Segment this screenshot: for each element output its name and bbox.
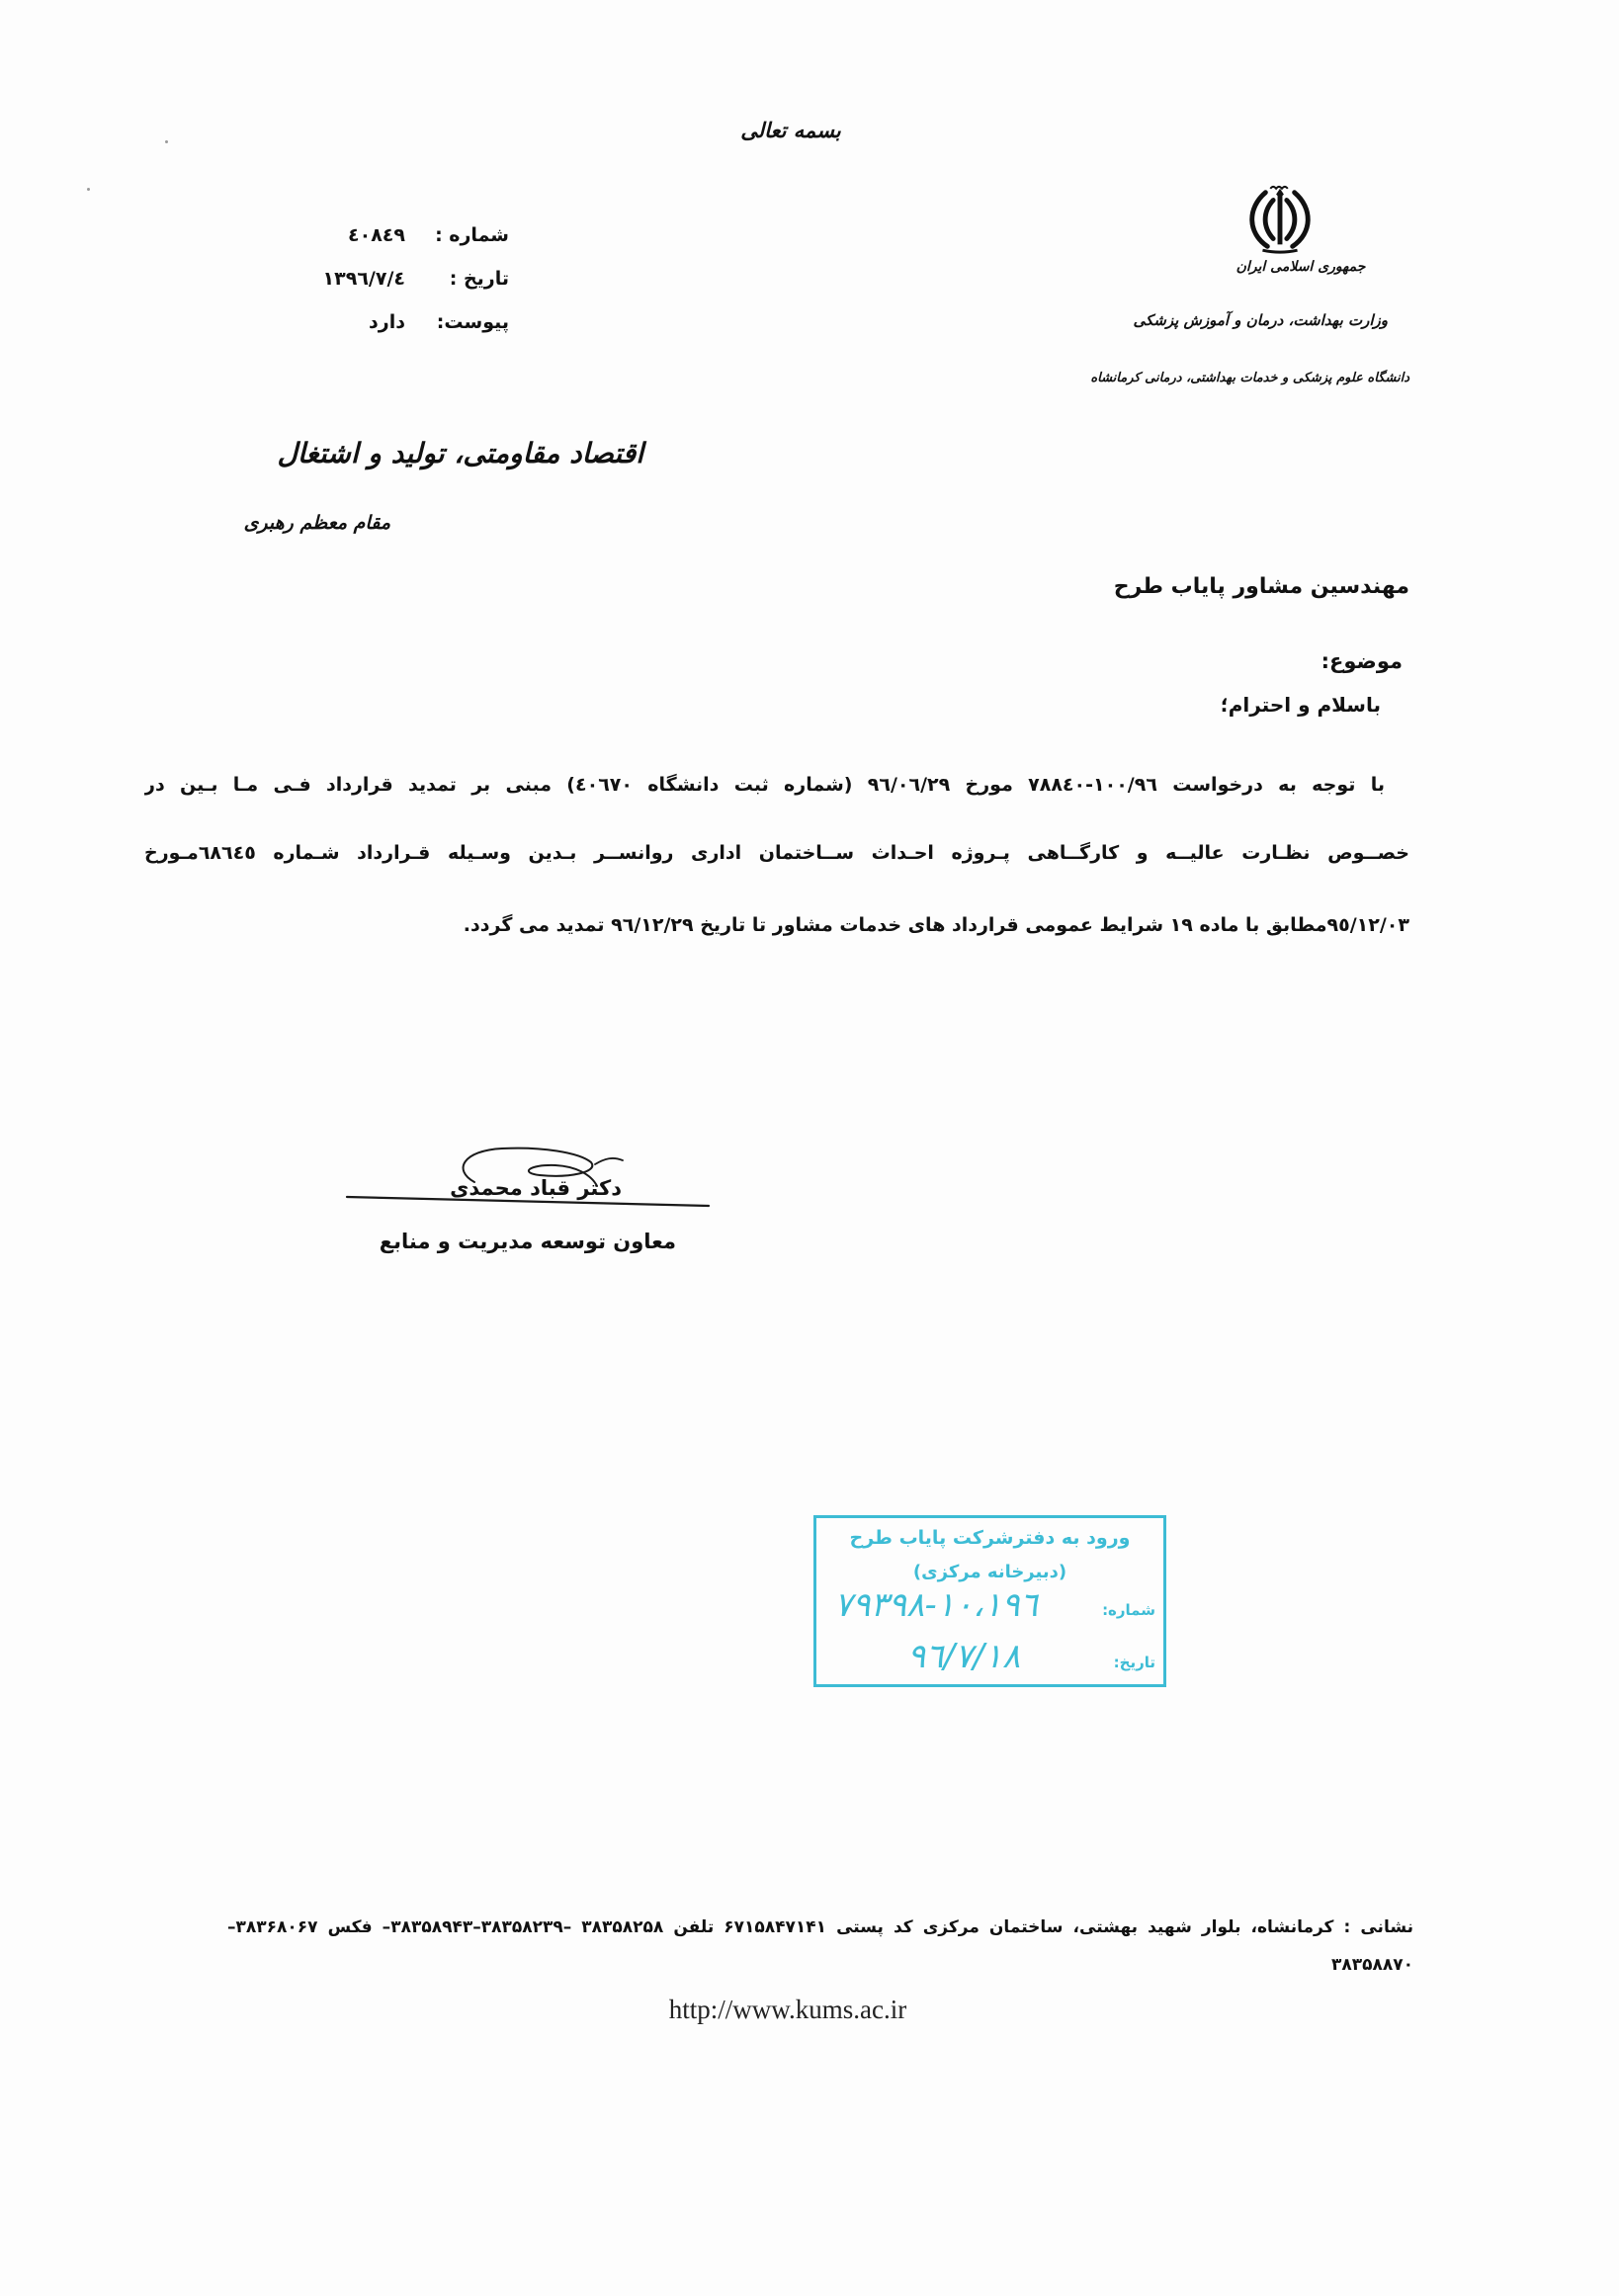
footer-website: http://www.kums.ac.ir <box>668 1995 907 2024</box>
slogan: اقتصاد مقاومتی، تولید و اشتغال <box>277 437 643 469</box>
footer-address-line-2: ۳۸۳۵۸۸۷۰ <box>1330 1955 1413 1975</box>
date-label: تاریخ : <box>449 268 509 290</box>
subject-label: موضوع: <box>1321 649 1403 673</box>
signatory-name: دکتر قباد محمدی <box>450 1176 622 1200</box>
iran-emblem-icon <box>1241 184 1319 255</box>
receipt-stamp <box>813 1515 1166 1687</box>
stamp-date-label: تاریخ: <box>1113 1654 1155 1671</box>
stamp-date-handwritten: ٩٦/٧/١٨ <box>907 1637 1021 1676</box>
signatory-title: معاون توسعه مدیریت و منابع <box>379 1230 676 1253</box>
scan-speck <box>165 140 168 143</box>
bismillah-heading: بسمه تعالی <box>740 119 841 142</box>
slogan-author: مقام معظم رهبری <box>243 512 390 534</box>
emblem-line-university: دانشگاه علوم پزشکی و خدمات بهداشتی، درمانی کرمانشاه <box>1090 371 1409 385</box>
emblem-line-republic: جمهوری اسلامی ایران <box>1236 259 1366 275</box>
body-line-1: با توجه به درخواست ١٠٠/٩٦-٧٨٨٤٠ مورخ ٩٦/٠٦/٢٩ (شماره ثبت دانشگاه ٤٠٦٧٠) مبنی بر تمدید قرارداد فـی مـا بـین در <box>144 774 1385 796</box>
stamp-title: ورود به دفترشرکت پایاب طرح <box>849 1527 1131 1549</box>
date-value: ١٣٩٦/٧/٤ <box>322 268 405 290</box>
letter-meta <box>297 213 509 344</box>
meta-attachment-row <box>297 300 509 344</box>
footer-address-line-1: نشانی : کرمانشاه، بلوار شهید بهشتی، ساختمان مرکزی کد پستی ۶۷۱۵۸۴۷۱۴۱ تلفن ۳۸۳۵۸۲۵۸ –۳۸۳۵۸۲۳۹–۳۸۳۵۸۹۴۳– فکس ۳۸۳۶۸۰۶۷– <box>227 1917 1414 1937</box>
recipient: مهندسین مشاور پایاب طرح <box>1113 574 1409 599</box>
meta-date-row <box>297 257 509 300</box>
stamp-subtitle: (دبیرخانه مرکزی) <box>912 1562 1067 1582</box>
greeting: باسلام و احترام؛ <box>1220 693 1381 717</box>
meta-number-row <box>297 213 509 257</box>
emblem-line-ministry: وزارت بهداشت، درمان و آموزش پزشکی <box>1133 311 1388 329</box>
body-line-2: خصــوص نظـارت عالیــه و کارگــاهی پـروژه احـداث ســاختمان اداری روانســر بـدین وسـیله قـرارداد شـماره ٦٨٦٤٥مـورخ <box>144 842 1409 864</box>
body-line-3: ٩٥/١٢/٠٣مطابق با ماده ١٩ شرایط عمومی قرارداد های خدمات مشاور تا تاریخ ٩٦/١٢/٢٩ تمدید می گردد. <box>463 914 1409 936</box>
attachment-value: دارد <box>369 311 405 333</box>
stamp-number-label: شماره: <box>1102 1601 1155 1619</box>
number-value: ٤٠٨٤٩ <box>348 224 405 246</box>
attachment-label: پیوست: <box>436 311 509 333</box>
scan-speck <box>87 188 90 191</box>
number-label: شماره : <box>435 224 509 246</box>
stamp-number-handwritten: ١٠،١٩٦-٧٩٣٩٨ <box>834 1585 1038 1625</box>
